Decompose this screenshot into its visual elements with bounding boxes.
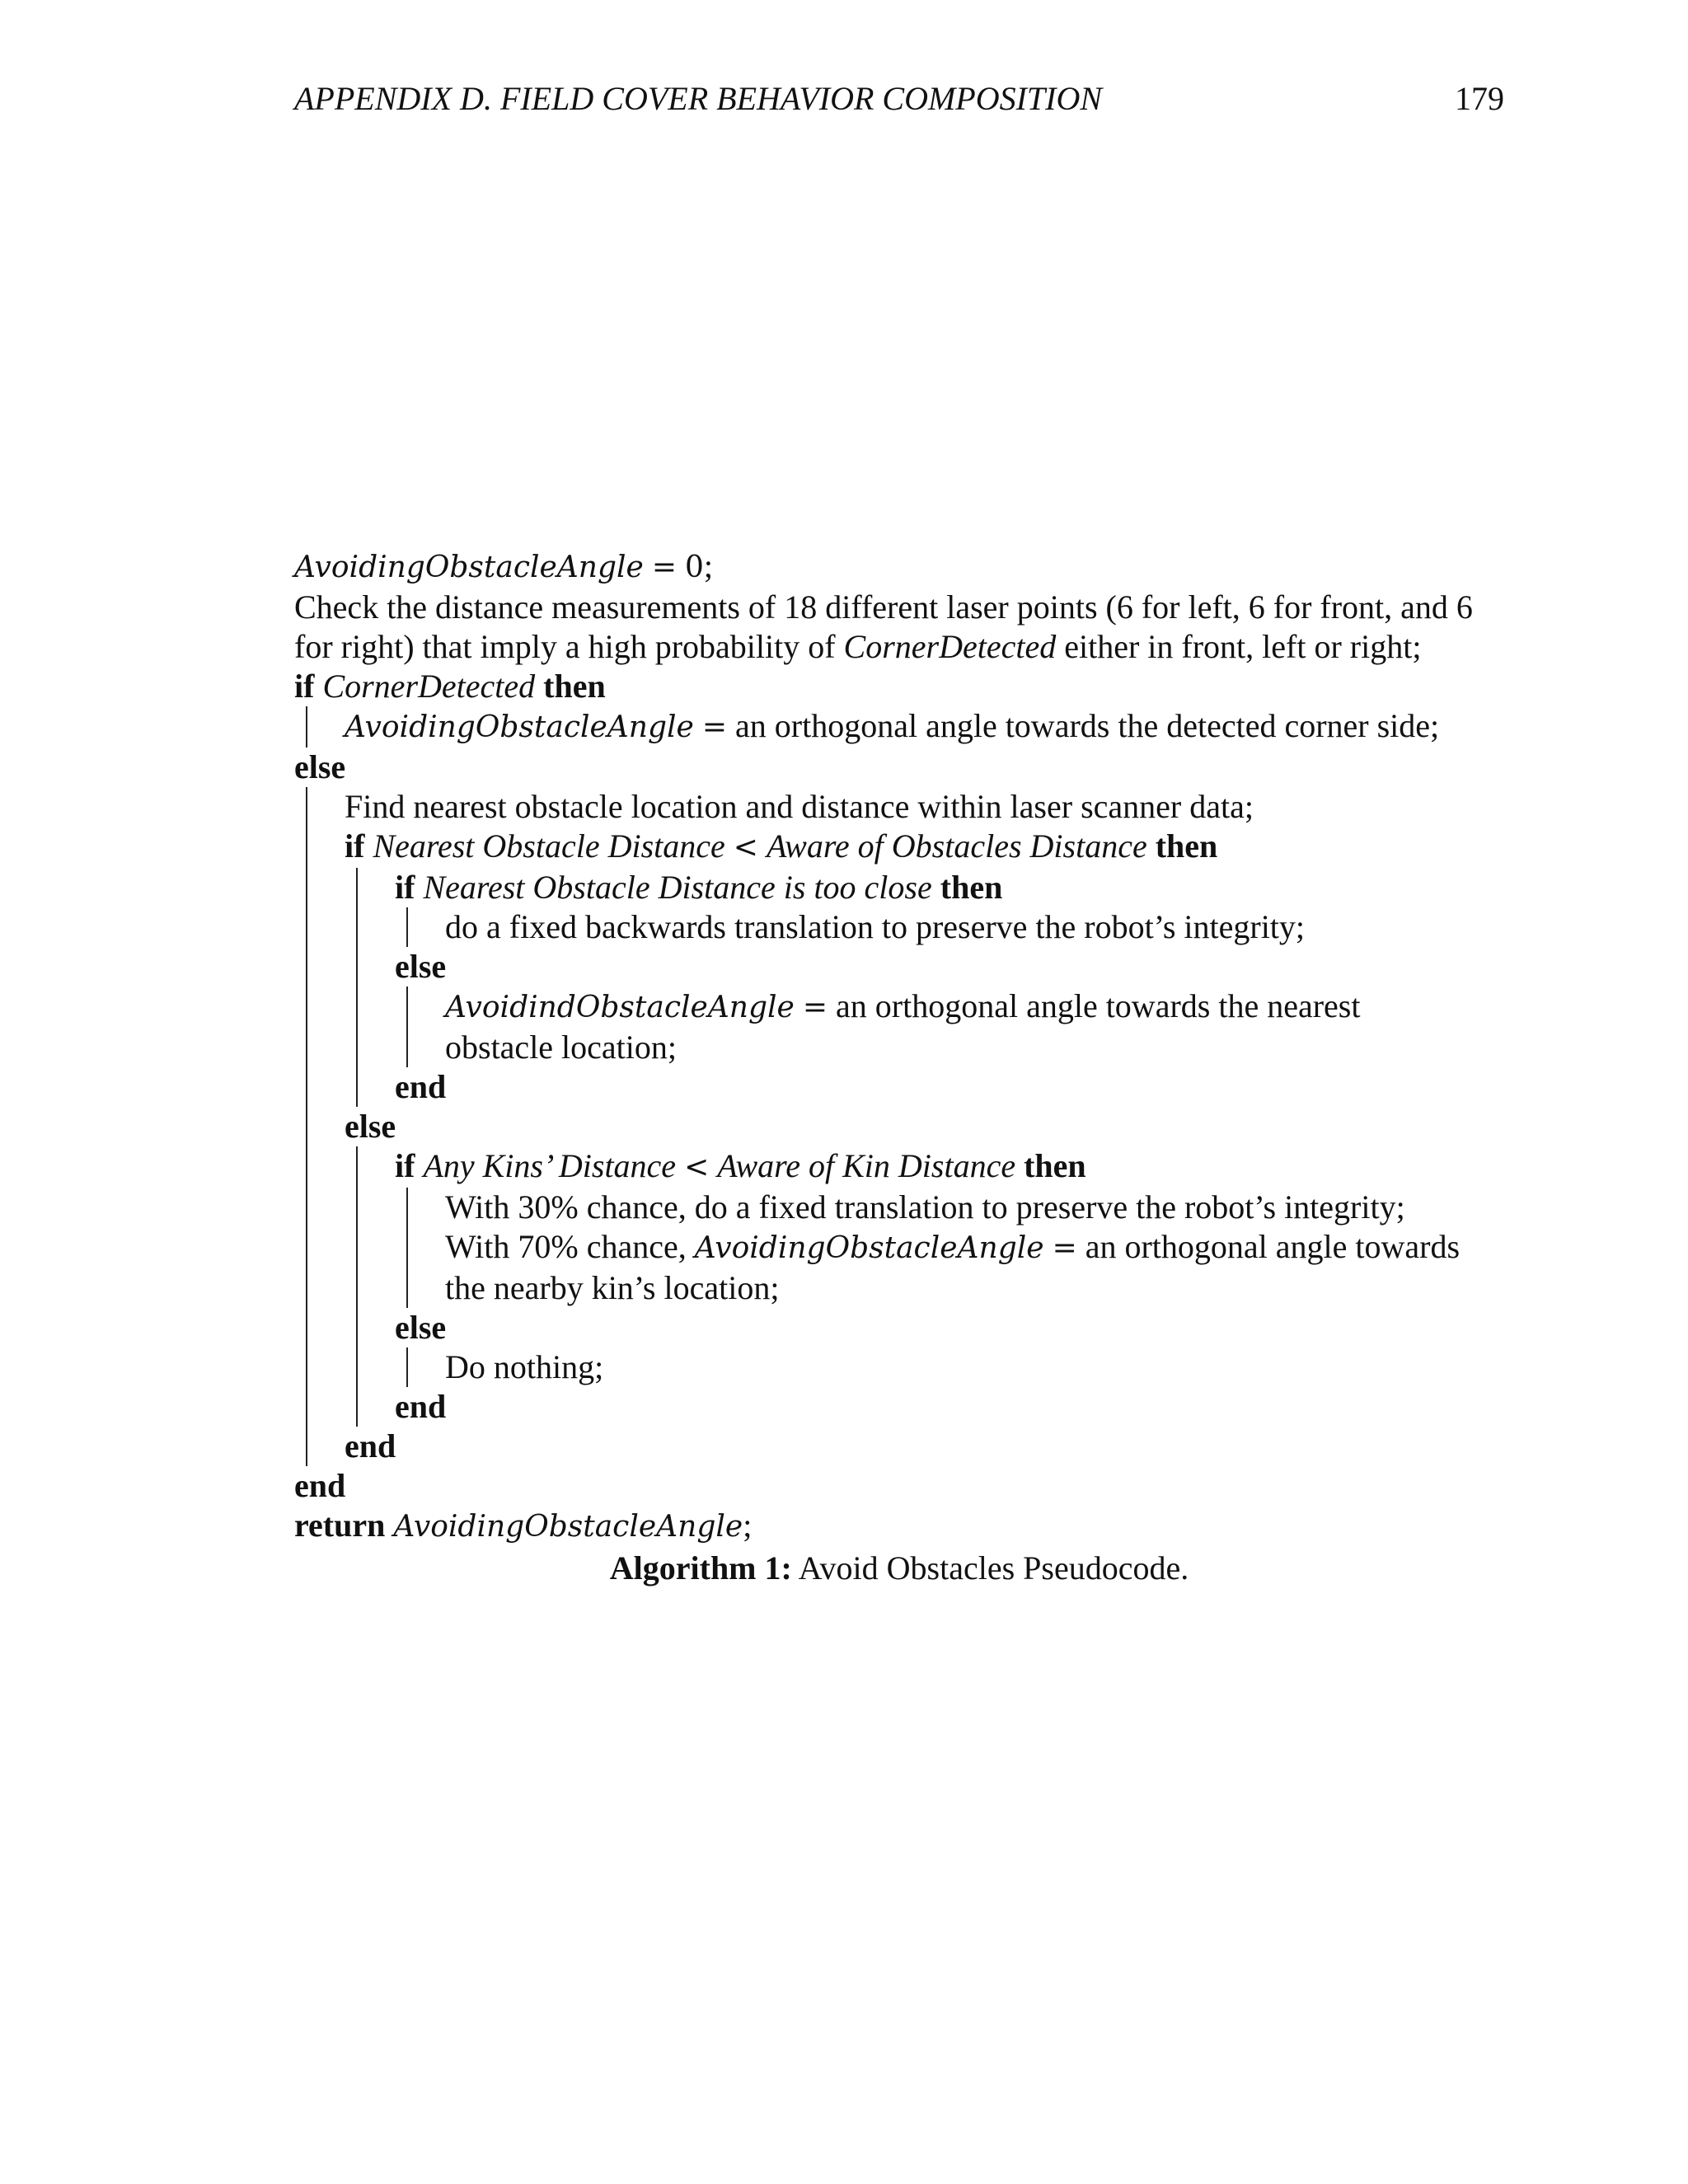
page-number: 179 (1455, 80, 1504, 117)
init-line: AvoidingObstacleAngle = 0; (294, 547, 714, 584)
else-body: Find nearest obstacle location and distance within laser scanner data; if Nearest Obstacle Distance < Aware of Obstacles Distance then if Nearest Obstacle Distance is too close then do a fixed backwards translation to preserve the robot’s integrity; else AvoidindObstacleAngle = an orthogonal angle towards the nearest obstacle location; end else if Any Kins’ Distance < Aware of Kin Distance then With 30% chance, do a fixed translation to preserve the robot’s integrity; With 70% chance, AvoidingObstacleAngle = an orthogonal angle towards the nearby kin’s location; else Do nothing; end end (306, 787, 1506, 1466)
end-keyword: end (294, 1467, 346, 1504)
if-corner-body: AvoidingObstacleAngle = an orthogonal angle towards the detected corner side; (306, 706, 1506, 748)
page-header (294, 79, 1504, 118)
check-line: Check the distance measurements of 18 different laser points (6 for left, 6 for front, and 6 for right) that imply a high probability of CornerDetected either in front, left or right; (294, 588, 1473, 665)
algorithm-caption: Algorithm 1: Avoid Obstacles Pseudocode. (609, 1549, 1189, 1586)
algorithm-block (294, 546, 1506, 1588)
if-corner-line: if CornerDetected then (294, 668, 606, 705)
else-keyword: else (294, 748, 346, 785)
kin-else-body: if Any Kins’ Distance < Aware of Kin Distance then With 30% chance, do a fixed translation to preserve the robot’s integrity; With 70% chance, AvoidingObstacleAngle = an orthogonal angle towards the nearby kin’s location; else Do nothing; end (356, 1146, 1506, 1427)
return-line: return AvoidingObstacleAngle; (294, 1507, 753, 1544)
nearest-if-body: if Nearest Obstacle Distance is too close then do a fixed backwards translation to preserve the robot’s integrity; else AvoidindObstacleAngle = an orthogonal angle towards the nearest obstacle location; end (356, 868, 1506, 1107)
running-title: APPENDIX D. FIELD COVER BEHAVIOR COMPOSITION (294, 80, 1103, 117)
